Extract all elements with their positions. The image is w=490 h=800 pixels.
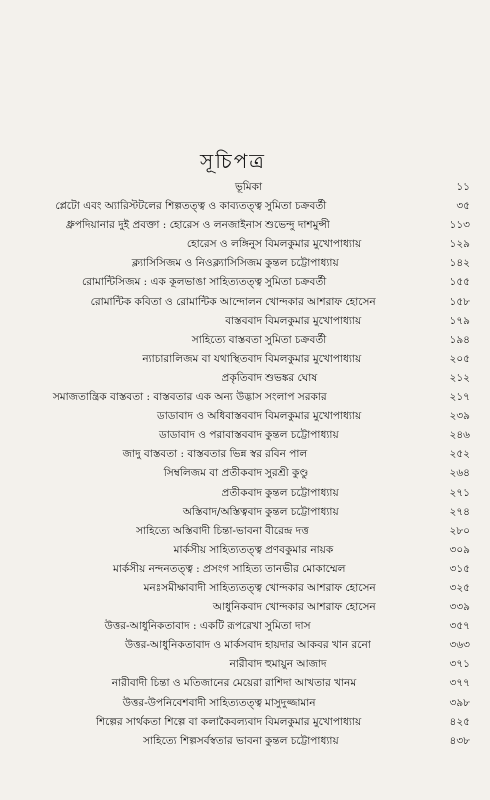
entry-title: আধুনিকবাদ bbox=[212, 601, 262, 614]
entry-title: ডাডাবাদ ও অধিবাস্তববাদ bbox=[156, 410, 262, 423]
toc-entry bbox=[0, 713, 490, 732]
entry-author: কুন্তল চট্টোপাধ্যায় bbox=[265, 505, 339, 518]
entry-author: কুন্তল চট্টোপাধ্যায় bbox=[265, 486, 339, 499]
toc-entry bbox=[0, 197, 490, 216]
toc-entry bbox=[0, 732, 490, 751]
entry-author: বীরেন্দ্র দত্ত bbox=[265, 524, 309, 537]
entry-page-number: ৩৯৮ bbox=[449, 696, 470, 709]
toc-entry bbox=[0, 407, 490, 426]
toc-entry bbox=[0, 579, 490, 598]
entry-page-number: ৩২৫ bbox=[449, 581, 470, 594]
toc-entry bbox=[0, 694, 490, 713]
entry-page-number: ৩৬৩ bbox=[449, 639, 470, 652]
entry-page-number: ১৪২ bbox=[449, 257, 470, 270]
entry-title: সাহিত্যে বাস্তবতা bbox=[191, 333, 262, 346]
table-of-contents bbox=[0, 178, 490, 751]
entry-author: হায়দার আকবর খান রনো bbox=[265, 639, 371, 652]
toc-entry bbox=[0, 273, 490, 292]
entry-page-number: ৩৫৭ bbox=[449, 620, 470, 633]
entry-author: সুরশ্রী কুণ্ডু bbox=[265, 467, 309, 480]
entry-page-number: ২৭৪ bbox=[449, 505, 470, 518]
toc-entry bbox=[0, 216, 490, 235]
entry-title: প্রকৃতিবাদ bbox=[221, 371, 262, 384]
entry-page-number: ৩৭১ bbox=[449, 658, 470, 671]
toc-entry bbox=[0, 388, 490, 407]
entry-title: মনঃসমীক্ষাবাদী সাহিত্যতত্ত্ব bbox=[143, 581, 262, 594]
entry-author: মাসুদুজ্জামান bbox=[265, 696, 316, 709]
entry-page-number: ২০৫ bbox=[449, 352, 470, 365]
entry-author: বিমলকুমার মুখোপাধ্যায় bbox=[265, 715, 362, 728]
entry-page-number: ২৬৪ bbox=[449, 467, 470, 480]
entry-author: রাশিদা আখতার খানম bbox=[265, 677, 357, 690]
entry-page-number: ১৭৯ bbox=[449, 314, 470, 327]
toc-entry bbox=[0, 617, 490, 636]
entry-title: রোমান্টিক কবিতা ও রোমান্টিক আন্দোলন bbox=[90, 295, 262, 308]
entry-page-number: ২৭১ bbox=[449, 486, 470, 499]
entry-title: উত্তর-আধুনিকতাবাদ : একটি রূপরেখা bbox=[104, 620, 262, 633]
entry-author: সংলাপ সরকার bbox=[265, 391, 327, 404]
entry-author: বিমলকুমার মুখোপাধ্যায় bbox=[265, 238, 362, 251]
entry-page-number: ১৯৪ bbox=[449, 333, 470, 346]
entry-title: প্লেটো এবং অ্যারিস্টটলের শিল্পতত্ত্ব ও কাব্যতত্ত্ব bbox=[55, 200, 262, 213]
entry-author: কুন্তল চট্টোপাধ্যায় bbox=[265, 429, 339, 442]
entry-title: সমাজতান্ত্রিক বাস্তবতা : বাস্তবতার এক অন্য উদ্ভাস bbox=[52, 391, 262, 404]
entry-author: সুমিতা চক্রবর্তী bbox=[265, 276, 327, 289]
entry-author: তানভীর মোকাম্মেল bbox=[265, 562, 346, 575]
toc-entry bbox=[0, 426, 490, 445]
entry-title: ডাডাবাদ ও পরাবাস্তববাদ bbox=[159, 429, 262, 442]
entry-title: নারীবাদী চিন্তা ও মতিজানের মেয়েরা bbox=[111, 677, 262, 690]
toc-entry bbox=[0, 293, 490, 312]
entry-title: হোরেস ও লঙ্গিনুস bbox=[186, 238, 262, 251]
toc-entry bbox=[0, 503, 490, 522]
toc-entry bbox=[0, 312, 490, 331]
toc-entry bbox=[0, 350, 490, 369]
toc-entry bbox=[0, 369, 490, 388]
entry-title: বাস্তববাদ bbox=[225, 314, 262, 327]
entry-page-number: ১১ bbox=[456, 181, 470, 193]
entry-page-number: ৩৩৯ bbox=[449, 601, 470, 614]
toc-entry bbox=[0, 464, 490, 483]
entry-title: অস্তিবাদ/অস্তিত্ববাদ bbox=[182, 505, 262, 518]
entry-author: রবিন পাল bbox=[265, 448, 308, 461]
entry-title: শিল্পের সার্থকতা শিল্পে বা কলাকৈবল্যবাদ bbox=[95, 715, 262, 728]
entry-author: বিমলকুমার মুখোপাধ্যায় bbox=[265, 410, 362, 423]
entry-author: খোন্দকার আশরাফ হোসেন bbox=[265, 581, 376, 594]
entry-title: প্রতীকবাদ bbox=[221, 486, 262, 499]
toc-entry bbox=[0, 674, 490, 693]
entry-title: জাদু বাস্তবতা : বাস্তবতার ভিন্ন স্বর bbox=[122, 448, 262, 461]
entry-title: সাহিত্যে শিল্পসর্বস্বতার ভাবনা bbox=[143, 734, 262, 747]
entry-author: খোন্দকার আশরাফ হোসেন bbox=[265, 601, 376, 614]
toc-entry bbox=[0, 235, 490, 254]
entry-author: সুমিতা চক্রবর্তী bbox=[265, 200, 327, 213]
entry-page-number: ৩৫ bbox=[456, 200, 470, 213]
entry-author: শুভঙ্কর ঘোষ bbox=[265, 371, 318, 384]
toc-entry bbox=[0, 560, 490, 579]
entry-title: সিম্বলিজম বা প্রতীকবাদ bbox=[163, 467, 262, 480]
toc-entry bbox=[0, 636, 490, 655]
entry-title: মার্কসীয় সাহিত্যতত্ত্ব bbox=[173, 543, 262, 556]
entry-title: সাহিত্যে অস্তিবাদী চিন্তা-ভাবনা bbox=[136, 524, 262, 537]
toc-entry bbox=[0, 541, 490, 560]
toc-entry bbox=[0, 655, 490, 674]
entry-page-number: ২১২ bbox=[449, 371, 470, 384]
toc-entry bbox=[0, 445, 490, 464]
entry-page-number: ১১৩ bbox=[449, 219, 470, 232]
entry-title: ধ্রুপদিয়ানার দুই প্রবক্তা : হোরেস ও লনজাইনাস bbox=[65, 219, 262, 232]
entry-page-number: ৪২৫ bbox=[449, 715, 470, 728]
entry-title: ভূমিকা bbox=[234, 181, 262, 193]
toc-entry bbox=[0, 254, 490, 273]
entry-author: সুমিতা দাস bbox=[265, 620, 311, 633]
entry-page-number: ২৪৬ bbox=[449, 429, 470, 442]
entry-author: খোন্দকার আশরাফ হোসেন bbox=[265, 295, 376, 308]
entry-title: উত্তর-আধুনিকতাবাদ ও মার্কসবাদ bbox=[124, 639, 262, 652]
entry-page-number: ৩৭৭ bbox=[449, 677, 470, 690]
entry-title: উত্তর-উপনিবেশবাদী সাহিত্যতত্ত্ব bbox=[122, 696, 262, 709]
entry-author: বিমলকুমার মুখোপাধ্যায় bbox=[265, 314, 362, 327]
entry-page-number: ৩১৫ bbox=[449, 562, 470, 575]
entry-author: কুন্তল চট্টোপাধ্যায় bbox=[265, 257, 339, 270]
page-title: সূচিপত্র bbox=[200, 149, 266, 173]
entry-title: মার্কসীয় নন্দনতত্ত্ব : প্রসংগ সাহিত্য bbox=[112, 562, 262, 575]
entry-title: ক্ল্যাসিসিজম ও নিওক্ল্যাসিসিজম bbox=[131, 257, 262, 270]
entry-title: ন্যাচারালিজম বা যথাস্থিতবাদ bbox=[142, 352, 262, 365]
entry-page-number: ২৮০ bbox=[449, 524, 470, 537]
toc-entry bbox=[0, 178, 490, 197]
entry-author: হুমায়ুন আজাদ bbox=[265, 658, 327, 671]
toc-entry bbox=[0, 522, 490, 541]
entry-page-number: ৪৩৮ bbox=[449, 734, 470, 747]
entry-title: রোমান্টিসিজম : এক কূলভাঙা সাহিত্যতত্ত্ব bbox=[81, 276, 262, 289]
entry-page-number: ২১৭ bbox=[449, 391, 470, 404]
entry-page-number: ১২৯ bbox=[449, 238, 470, 251]
entry-page-number: ১৫৮ bbox=[449, 295, 470, 308]
entry-author: শুভেন্দু দাশমুন্সী bbox=[265, 219, 330, 232]
entry-page-number: ১৫৫ bbox=[449, 276, 470, 289]
entry-title: নারীবাদ bbox=[229, 658, 262, 671]
toc-entry bbox=[0, 484, 490, 503]
entry-author: প্রণবকুমার নায়ক bbox=[265, 543, 334, 556]
entry-page-number: ২৫২ bbox=[449, 448, 470, 461]
entry-page-number: ২৩৯ bbox=[449, 410, 470, 423]
entry-page-number: ৩০৯ bbox=[449, 543, 470, 556]
entry-author: সুমিতা চক্রবর্তী bbox=[265, 333, 327, 346]
entry-author: কুন্তল চট্টোপাধ্যায় bbox=[265, 734, 339, 747]
toc-entry bbox=[0, 598, 490, 617]
entry-author: বিমলকুমার মুখোপাধ্যায় bbox=[265, 352, 362, 365]
toc-entry bbox=[0, 331, 490, 350]
